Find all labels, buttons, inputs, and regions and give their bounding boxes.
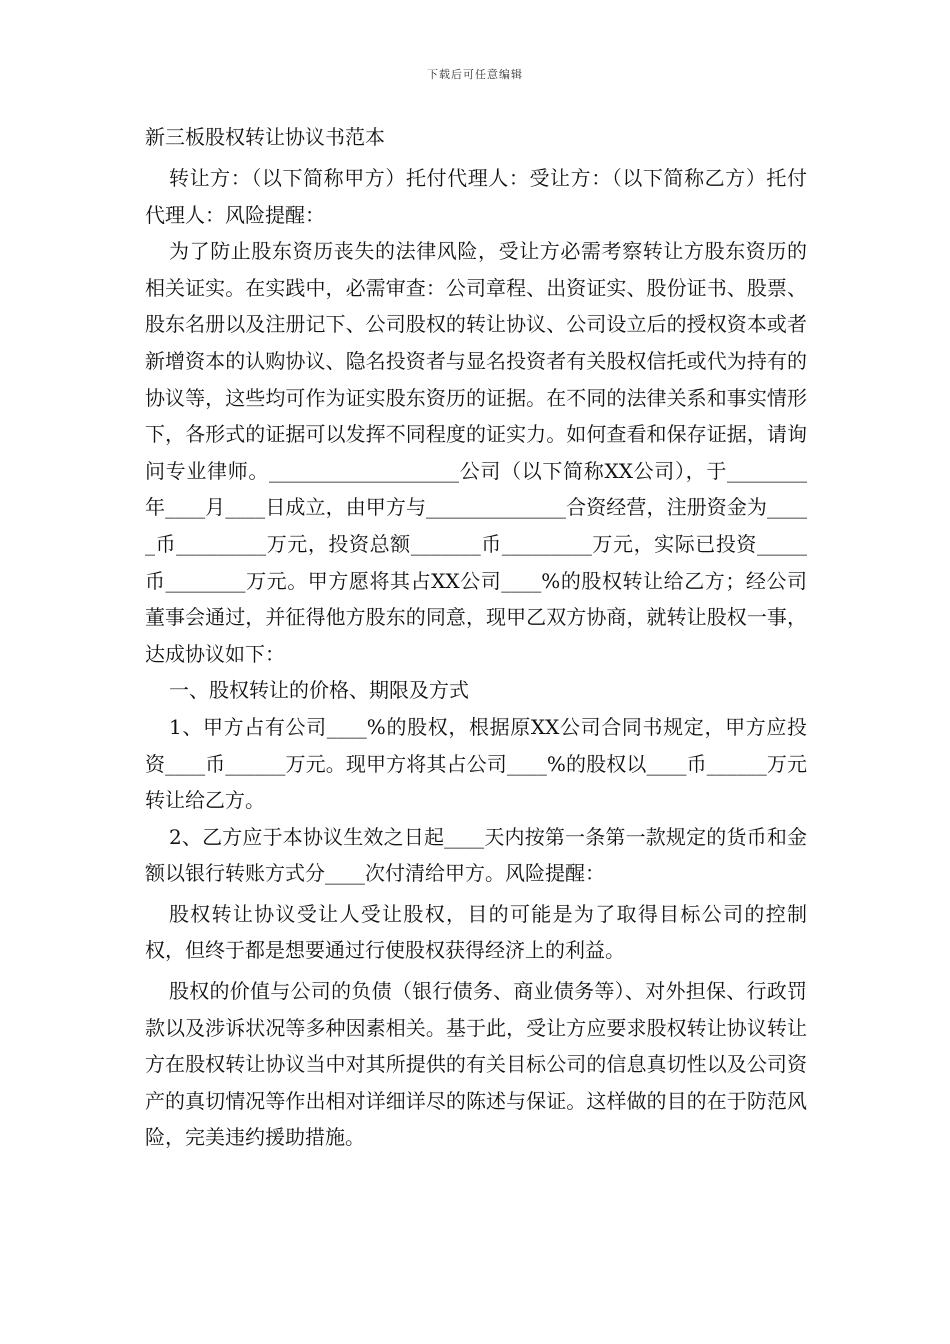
paragraph-value-factors: 股权的价值与公司的负债（银行债务、商业债务等）、对外担保、行政罚款以及涉诉状况等多种因素相关。基于此，受让方应要求股权转让协议转让方在股权转让协议当中对其所提供的有关目标公司的信息真切性以及公司资产的真切情况等作出相对详细详尽的陈述与保证。这样做的目的在于防范风险，完美违约援助措施。 xyxy=(145,979,807,1150)
document-title: 新三板股权转让协议书范本 xyxy=(145,125,385,149)
paragraph-purpose: 股权转让协议受让人受让股权，目的可能是为了取得目标公司的控制权，但终于都是想要通过行使股权获得经济上的利益。 xyxy=(145,901,807,963)
header-note: 下载后可任意编辑 xyxy=(427,68,523,81)
paragraph-clause-1: 1、甲方占有公司____%的股权，根据原XX公司合同书规定，甲方应投资____币______万元。现甲方将其占公司____%的股权以____币______万元转让给乙方。 xyxy=(145,714,807,813)
paragraph-section-1-heading: 一、股权转让的价格、期限及方式 xyxy=(169,678,469,703)
paragraph-parties: 转让方：（以下简称甲方）托付代理人：受让方：（以下简称乙方）托付代理人：风险提醒： xyxy=(145,166,807,227)
document-body xyxy=(145,120,807,1156)
paragraph-clause-2: 2、乙方应于本协议生效之日起____天内按第一条第一款规定的货币和金额以银行转账方式分____次付清给甲方。风险提醒： xyxy=(145,824,807,886)
paragraph-risk-qualification: 为了防止股东资历丧失的法律风险，受让方必需考察转让方股东资历的相关证实。在实践中，必需审查：公司章程、出资证实、股份证书、股票、股东名册以及注册记下、公司股权的转让协议、公司设立后的授权资本或者新增资本的认购协议、隐名投资者与显名投资者有关股权信托或代为持有的协议等，这些均可作为证实股东资历的证据。在不同的法律关系和事实情形下，各形式的证据可以发挥不同程度的证实力。如何查看和保存证据，请询问专业律师。___________________公司（以下简称XX公司），于________年____月____日成立，由甲方与______________合资经营，注册资金为_____币_________万元，投资总额_______币_________万元，实际已投资_____币________万元。甲方愿将其占XX公司____%的股权转让给乙方；经公司董事会通过，并征得他方股东的同意，现甲乙双方协商，就转让股权一事，达成协议如下： xyxy=(145,239,807,666)
